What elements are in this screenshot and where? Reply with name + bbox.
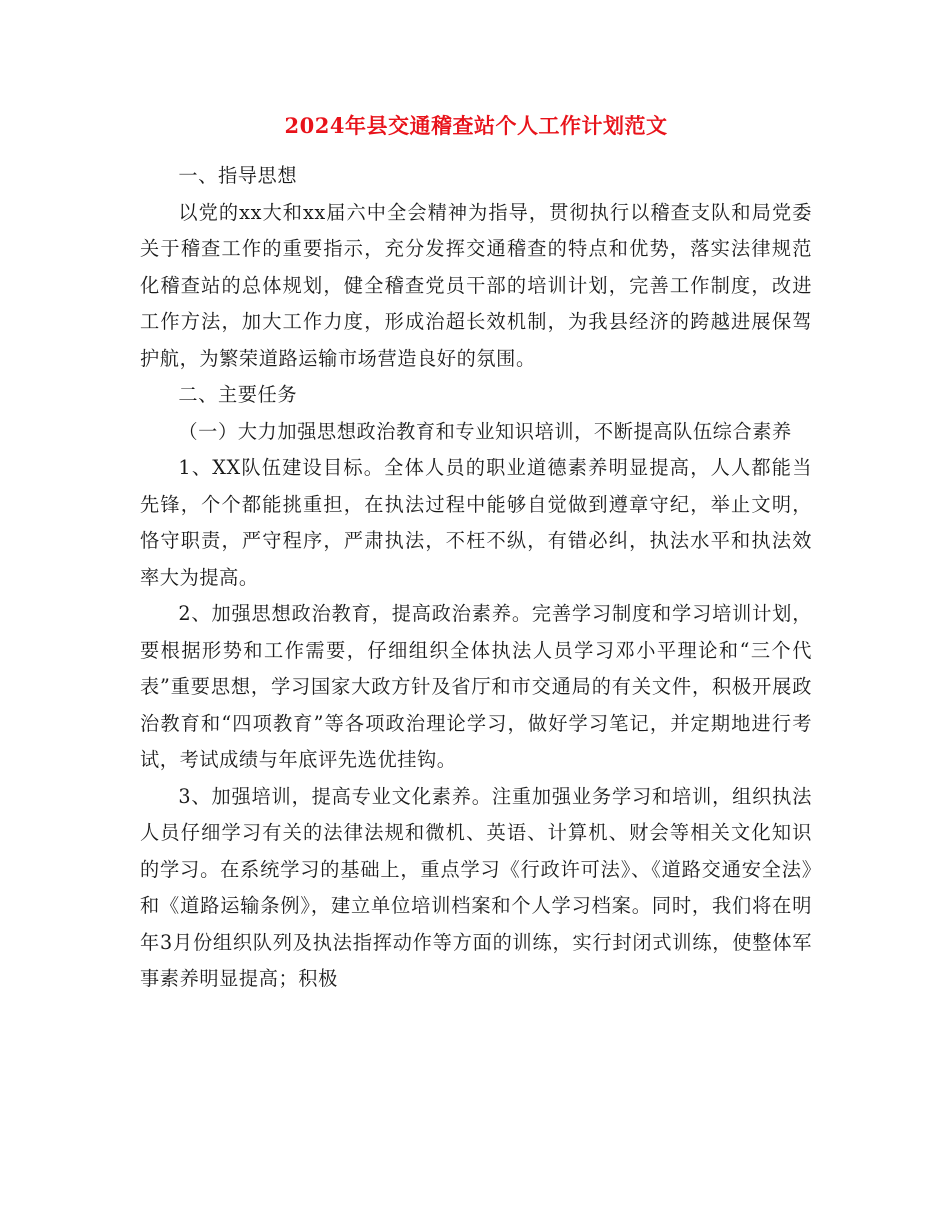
paragraph-professional-training: 3、加强培训，提高专业文化素养。注重加强业务学习和培训，组织执法人员仔细学习有关的法律法规和微机、英语、计算机、财会等相关文化知识的学习。在系统学习的基础上，重点学习《行政许可法》、《道路交通安全法》和《道路运输条例》，建立单位培训档案和个人学习档案。同时，我们将在明年3月份组织队列及执法指挥动作等方面的训练，实行封闭式训练，使整体军事素养明显提高；积极 [140,784,812,990]
document-title: 2024年县交通稽查站个人工作计划范文 [284,113,668,138]
section-heading-guiding-ideology: 一、指导思想 [178,164,298,187]
paragraph-team-building-goal: 1、XX队伍建设目标。全体人员的职业道德素养明显提高，人人都能当先锋，个个都能挑重担，在执法过程中能够自觉做到遵章守纪，举止文明，恪守职责，严守程序，严肃执法，不枉不纵，有错必纠，执法水平和执法效率大为提高。 [140,456,812,589]
document-page [140,108,812,998]
paragraph-guiding-ideology: 以党的xx大和xx届六中全会精神为指导，贯彻执行以稽查支队和局党委关于稽查工作的重要指示，充分发挥交通稽查的特点和优势，落实法律规范化稽查站的总体规划，健全稽查党员干部的培训计划，完善工作制度，改进工作方法，加大工作力度，形成治超长效机制，为我县经济的跨越进展保驾护航，为繁荣道路运输市场营造良好的氛围。 [140,200,812,370]
subheading-education-training: （一）大力加强思想政治教育和专业知识培训，不断提高队伍综合素养 [178,419,792,443]
paragraph-political-education: 2、加强思想政治教育，提高政治素养。完善学习制度和学习培训计划，要根据形势和工作需要，仔细组织全体执法人员学习邓小平理论和“三个代表”重要思想，学习国家大政方针及省厅和市交通局的有关文件，积极开展政治教育和“四项教育”等各项政治理论学习，做好学习笔记，并定期地进行考试，考试成绩与年底评先选优挂钩。 [140,602,812,771]
section-heading-main-tasks: 二、主要任务 [178,383,298,406]
